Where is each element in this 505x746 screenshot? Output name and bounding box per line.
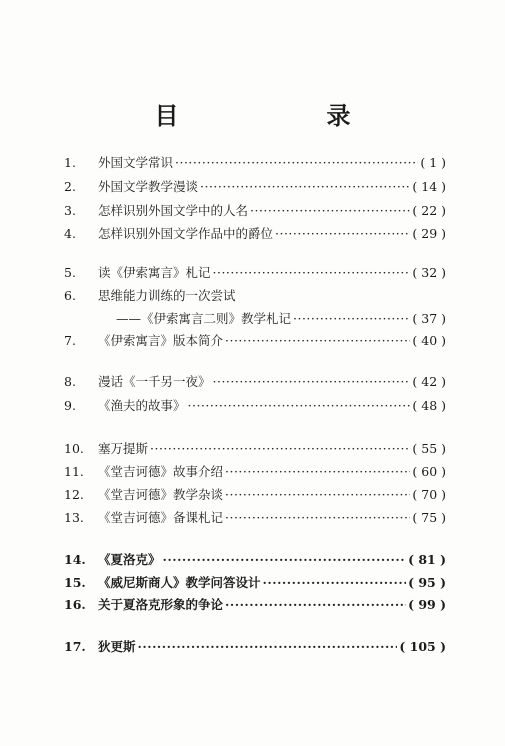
entry-number: 11. (64, 464, 84, 479)
entry-page: ( 105 ) (399, 639, 446, 654)
leader-dots (225, 485, 410, 505)
entry-title: 怎样识别外国文学作品中的爵位 (98, 226, 274, 241)
entry-number: 15. (64, 575, 86, 590)
entry-page: ( 40 ) (412, 333, 446, 348)
entry-title: 《伊索寓言》版本简介 (98, 333, 224, 348)
entry-page: ( 95 ) (408, 575, 446, 590)
entry-page: ( 32 ) (412, 265, 446, 280)
entry-number: 3. (64, 203, 76, 218)
toc-entry (64, 286, 446, 306)
entry-page: ( 75 ) (412, 510, 446, 525)
leader-dots (188, 396, 411, 416)
entry-page: ( 48 ) (412, 398, 446, 413)
entry-title: 《堂吉诃德》教学杂谈 (98, 487, 224, 502)
toc-entry (64, 637, 446, 657)
leader-dots (150, 439, 410, 459)
entry-page: ( 99 ) (408, 597, 446, 612)
entry-title: 外国文学教学漫谈 (98, 179, 199, 194)
entry-title: 读《伊索寓言》札记 (98, 265, 211, 280)
entry-number: 14. (64, 552, 86, 567)
entry-title: 关于夏洛克形象的争论 (98, 597, 224, 612)
entry-number: 4. (64, 226, 76, 241)
toc-entry (64, 153, 446, 173)
entry-number: 12. (64, 487, 84, 502)
leader-dots (213, 372, 411, 392)
toc-entry (64, 462, 446, 482)
toc-entry (64, 224, 446, 244)
entry-number: 7. (64, 333, 76, 348)
toc-entry (64, 177, 446, 197)
leader-dots (293, 309, 410, 329)
entry-page: ( 14 ) (412, 179, 446, 194)
entry-number: 6. (64, 288, 76, 303)
entry-title: 《堂吉诃德》备课札记 (98, 510, 224, 525)
toc-entry (64, 508, 446, 528)
leader-dots (200, 177, 410, 197)
entry-title: 《夏洛克》 (98, 552, 161, 567)
toc-subentry (64, 309, 446, 329)
toc-entry (64, 595, 446, 615)
entry-title: 《堂吉诃德》故事介绍 (98, 464, 224, 479)
entry-number: 9. (64, 398, 76, 413)
toc-entry (64, 396, 446, 416)
entry-number: 5. (64, 265, 76, 280)
entry-title: 《威尼斯商人》教学问答设计 (98, 575, 261, 590)
toc-entry (64, 550, 446, 570)
toc-entry (64, 331, 446, 351)
entry-title: 怎样识别外国文学中的人名 (98, 203, 249, 218)
entry-number: 13. (64, 510, 84, 525)
entry-number: 8. (64, 374, 76, 389)
toc-entry (64, 573, 446, 593)
leader-dots (263, 573, 407, 593)
entry-number: 2. (64, 179, 76, 194)
entry-title: 塞万提斯 (98, 441, 149, 456)
entry-title: 《渔夫的故事》 (98, 398, 186, 413)
toc-entry (64, 439, 446, 459)
entry-title: 狄更斯 (98, 639, 136, 654)
leader-dots (225, 595, 406, 615)
leader-dots (138, 637, 398, 657)
leader-dots (275, 224, 410, 244)
entry-title: 思维能力训练的一次尝试 (98, 288, 236, 303)
leader-dots (163, 550, 407, 570)
leader-dots (225, 508, 410, 528)
entry-page: ( 42 ) (412, 374, 446, 389)
toc-entry (64, 201, 446, 221)
entry-number: 10. (64, 441, 84, 456)
leader-dots (213, 263, 411, 283)
entry-page: ( 60 ) (412, 464, 446, 479)
entry-page: ( 55 ) (412, 441, 446, 456)
toc-entry (64, 485, 446, 505)
entry-number: 17. (64, 639, 86, 654)
entry-title: 外国文学常识 (98, 155, 174, 170)
entry-page: ( 29 ) (412, 226, 446, 241)
entry-number: 16. (64, 597, 86, 612)
leader-dots (175, 153, 418, 173)
toc-entry (64, 263, 446, 283)
leader-dots (225, 331, 410, 351)
toc-entry (64, 372, 446, 392)
page-title: 目 录 (154, 102, 413, 130)
entry-subtitle: ——《伊索寓言二则》教学札记 (116, 311, 292, 326)
entry-page: ( 81 ) (408, 552, 446, 567)
entry-page: ( 1 ) (420, 155, 446, 170)
entry-page: ( 37 ) (412, 311, 446, 326)
leader-dots (225, 462, 410, 482)
entry-title: 漫话《一千另一夜》 (98, 374, 211, 389)
entry-page: ( 22 ) (412, 203, 446, 218)
leader-dots (250, 201, 410, 221)
entry-page: ( 70 ) (412, 487, 446, 502)
entry-number: 1. (64, 155, 76, 170)
